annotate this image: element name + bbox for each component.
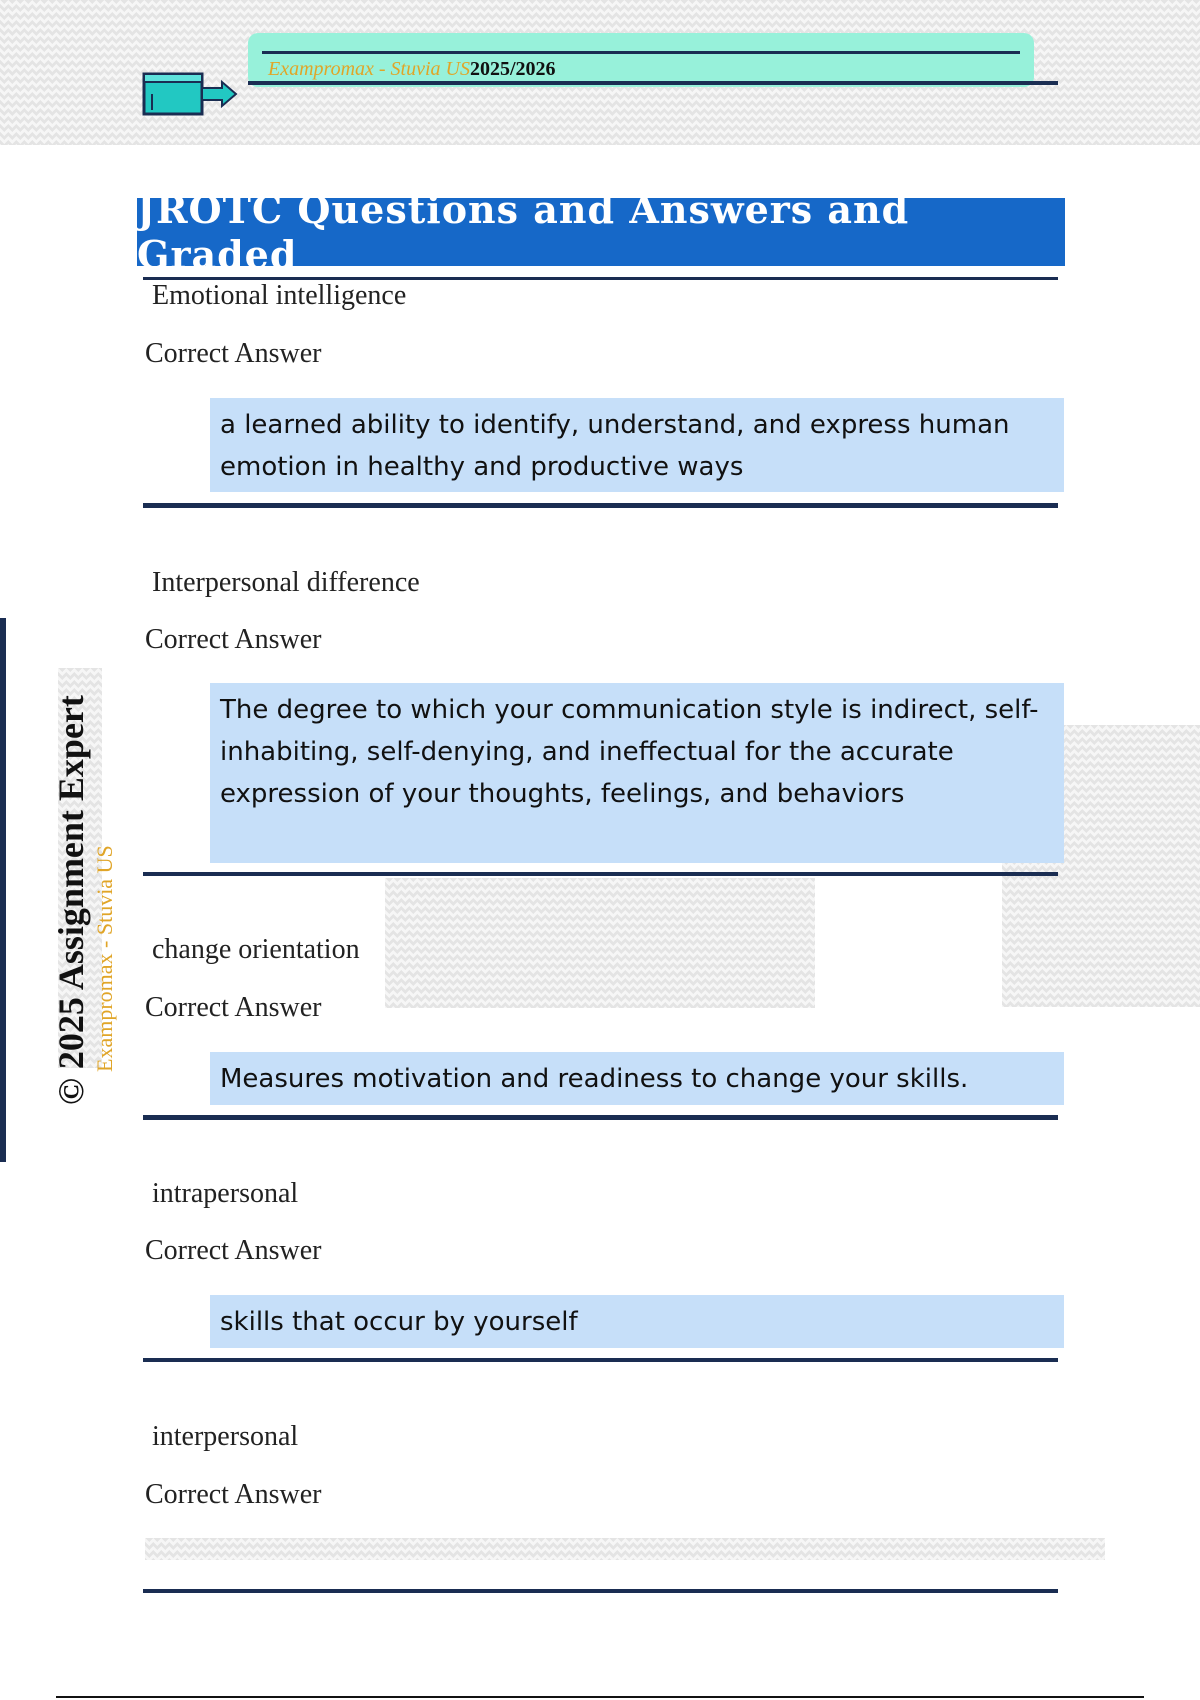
question-term: interpersonal [152, 1421, 299, 1452]
header-underline [248, 81, 1058, 85]
question-term: Emotional intelligence [152, 280, 407, 311]
folder-arrow-icon [142, 70, 240, 118]
correct-answer-label: Correct Answer [145, 1235, 322, 1266]
divider [143, 872, 1058, 876]
correct-answer-label: Correct Answer [145, 992, 322, 1023]
header-year: 2025/2026 [470, 58, 556, 80]
header-text [268, 58, 556, 81]
correct-answer-label: Correct Answer [145, 624, 322, 655]
question-term: change orientation [152, 934, 360, 965]
header-banner-line [262, 51, 1020, 54]
correct-answer-label: Correct Answer [145, 338, 322, 369]
side-accent-bar [0, 618, 6, 1162]
divider [143, 1115, 1058, 1120]
side-watermark-faded: Exampromax - Stuvia US [92, 845, 117, 1072]
side-watermark: © 2025 Assignment Expert [51, 695, 91, 1105]
answer-box: skills that occur by yourself [210, 1295, 1064, 1348]
document-title: JROTC Questions and Answers and Graded [137, 198, 1065, 266]
answer-box: The degree to which your communication style is indirect, self-inhabiting, self-denying, and ineffectual for the accurate expression of your thoughts, feelings, and behaviors [210, 683, 1064, 863]
divider [143, 1358, 1058, 1362]
pattern-block [385, 878, 815, 1008]
answer-box: Measures motivation and readiness to change your skills. [210, 1052, 1064, 1105]
header-site-name: Exampromax - Stuvia US [268, 58, 470, 80]
question-term: Interpersonal difference [152, 567, 420, 598]
answer-placeholder-pattern [145, 1538, 1105, 1560]
correct-answer-label: Correct Answer [145, 1479, 322, 1510]
answer-box: a learned ability to identify, understand, and express human emotion in healthy and productive ways [210, 398, 1064, 492]
footer-line [56, 1696, 1144, 1698]
divider [143, 503, 1058, 508]
divider [143, 1589, 1058, 1593]
question-term: intrapersonal [152, 1178, 299, 1209]
